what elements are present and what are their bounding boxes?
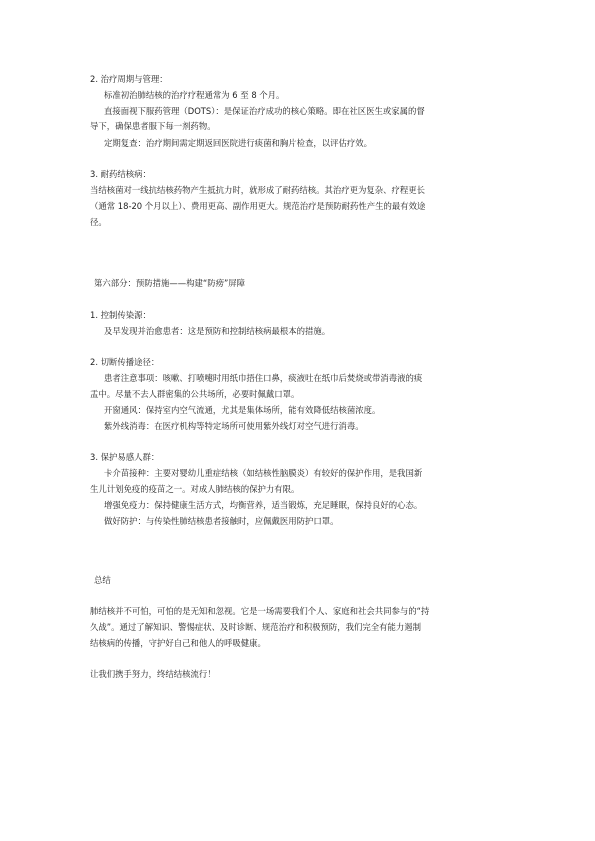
paragraph: 及早发现并治愈患者：这是预防和控制结核病最根本的措施。: [104, 326, 331, 336]
paragraph: 肺结核并不可怕，可怕的是无知和忽视。它是一场需要我们个人、家庭和社会共同参与的“持: [90, 606, 430, 616]
paragraph: 增强免疫力：保持健康生活方式，均衡营养，适当锻炼，充足睡眠，保持良好的心态。: [104, 500, 423, 510]
paragraph: 盂中。尽量不去人群密集的公共场所，必要时佩戴口罩。: [90, 389, 300, 399]
paragraph: 径。: [90, 217, 107, 227]
paragraph: 直接面视下服药管理（DOTS）：是保证治疗成功的核心策略。即在社区医生或家属的督: [104, 106, 425, 116]
paragraph: 做好防护：与传染性肺结核患者接触时，应佩戴医用防护口罩。: [104, 516, 339, 526]
section-title-cut-transmission: 2. 切断传播途径：: [90, 357, 160, 367]
paragraph: 导下，确保患者服下每一剂药物。: [90, 121, 216, 131]
section-title-treatment-cycle: 2. 治疗周期与管理：: [90, 74, 168, 84]
closing-line: 让我们携手努力，终结结核流行！: [90, 669, 216, 679]
part-heading: 第六部分：预防措施——构建“防痨”屏障: [94, 278, 246, 288]
paragraph: 开窗通风：保持室内空气流通，尤其是集体场所，能有效降低结核菌浓度。: [104, 405, 381, 415]
paragraph: 当结核菌对一线抗结核药物产生抵抗力时，就形成了耐药结核。其治疗更为复杂、疗程更长: [90, 185, 425, 195]
section-title-control-source: 1. 控制传染源：: [90, 310, 151, 320]
paragraph: （通常 18-20 个月以上）、费用更高、副作用更大。规范治疗是预防耐药性产生的最有效途: [90, 201, 426, 211]
paragraph: 结核病的传播，守护好自己和他人的呼吸健康。: [90, 638, 266, 648]
paragraph: 紫外线消毒：在医疗机构等特定场所可使用紫外线灯对空气进行消毒。: [104, 421, 364, 431]
summary-heading: 总结: [94, 575, 111, 585]
paragraph: 标准初治肺结核的治疗疗程通常为 6 至 8 个月。: [104, 90, 285, 100]
paragraph: 久战”。通过了解知识、警惕症状、及时诊断、规范治疗和积极预防，我们完全有能力遏制: [90, 622, 421, 632]
paragraph: 患者注意事项：咳嗽、打喷嚏时用纸巾捂住口鼻，痰液吐在纸巾后焚烧或带消毒液的痰: [104, 373, 423, 383]
paragraph: 卡介苗接种：主要对婴幼儿重症结核（如结核性脑膜炎）有较好的保护作用，是我国新: [104, 468, 423, 478]
paragraph: 定期复查：治疗期间需定期返回医院进行痰菌和胸片检查，以评估疗效。: [104, 138, 372, 148]
section-title-protect-susceptible: 3. 保护易感人群：: [90, 452, 160, 462]
section-title-drug-resistant: 3. 耐药结核病：: [90, 169, 151, 179]
paragraph: 生儿计划免疫的疫苗之一。对成人肺结核的保护力有限。: [90, 484, 300, 494]
